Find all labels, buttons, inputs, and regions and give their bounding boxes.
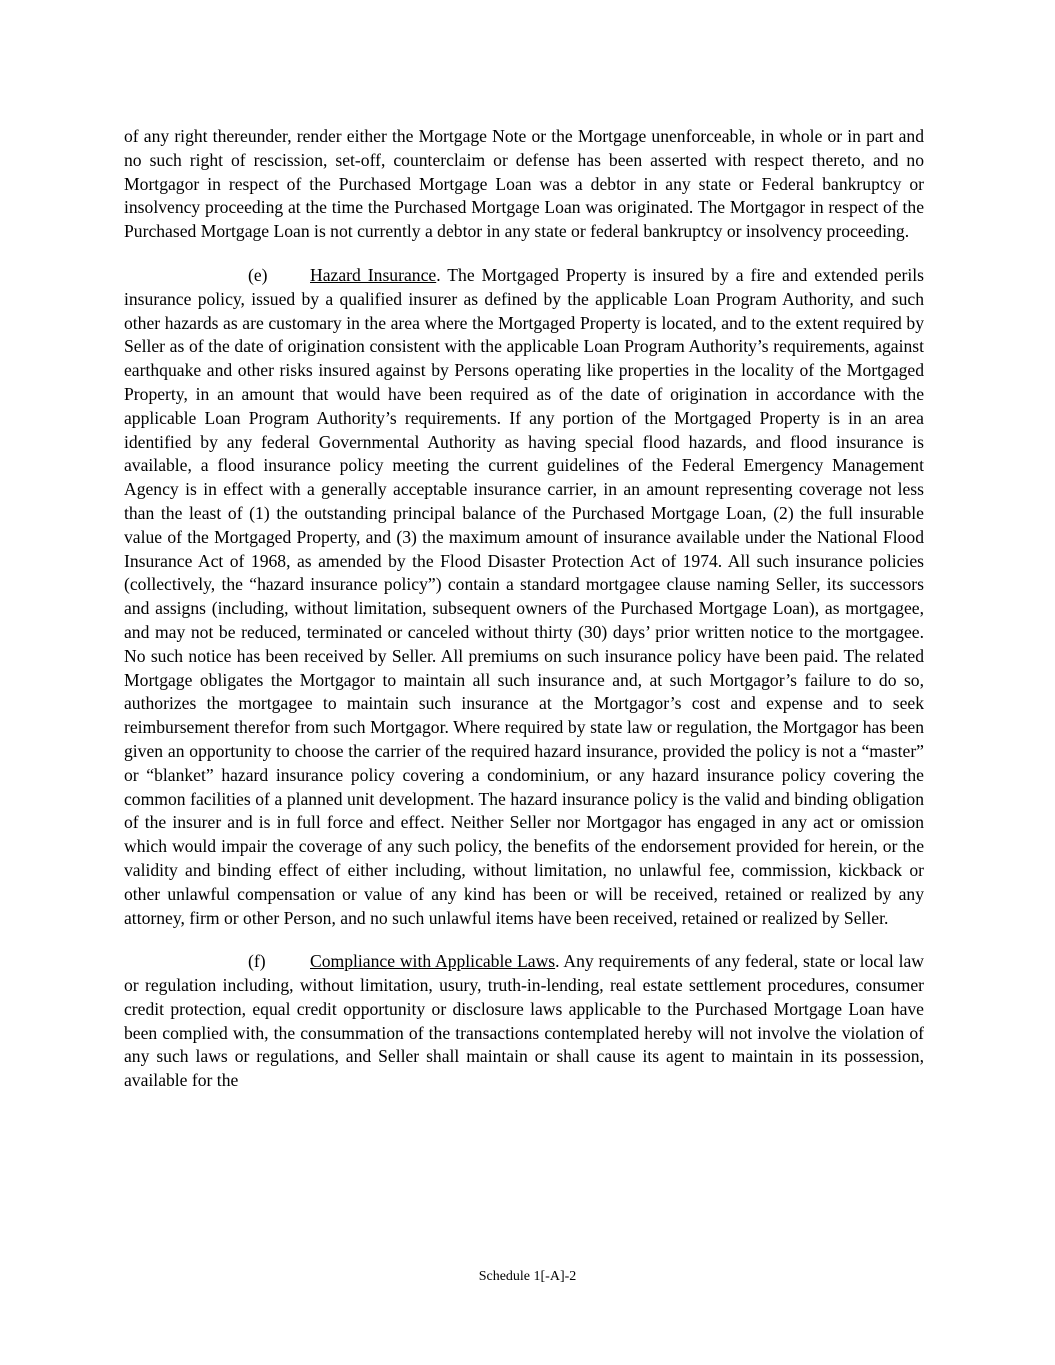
paragraph-continuation bbox=[124, 125, 924, 244]
paragraph-section-e bbox=[124, 264, 924, 930]
section-e-heading: Hazard Insurance bbox=[310, 264, 437, 285]
document-body bbox=[124, 125, 924, 1093]
section-f-heading: Compliance with Applicable Laws bbox=[310, 951, 556, 972]
section-e-text: . The Mortgaged Property is insured by a fire and extended perils insurance policy, issued by a qualified insurer as defined by the applicable Loan Program Authority, and such other hazards as are customary in the area where the Mortgaged Property is located, and to the extent required by Seller as of the date of origination consistent with the applicable Loan Program Authority’s requirements, against earthquake and other risks insured against by Persons operating like properties in the locality of the Mortgaged Property, in an amount that would have been required as of the date of origination in accordance with the applicable Loan Program Authority’s requirements. If any portion of the Mortgaged Property is in an area identified by any federal Governmental Authority as having special flood hazards, and flood insurance is available, a flood insurance policy meeting the current guidelines of the Federal Emergency Management Agency is in effect with a generally acceptable insurance carrier, in an amount representing coverage not less than the least of (1) the outstanding principal balance of the Purchased Mortgage Loan, (2) the full insurable value of the Mortgaged Property, and (3) the maximum amount of insurance available under the National Flood Insurance Act of 1968, as amended by the Flood Disaster Protection Act of 1974. All such insurance policies (collectively, the “hazard insurance policy”) contain a standard mortgagee clause naming Seller, its successors and assigns (including, without limitation, subsequent owners of the Purchased Mortgage Loan), as mortgagee, and may not be reduced, terminated or canceled without thirty (30) days’ prior written notice to the mortgagee. No such notice has been received by Seller. All premiums on such insurance policy have been paid. The related Mortgage obligates the Mortgagor to maintain all such insurance and, at such Mortgagor’s failure to do so, authorizes the mortgagee to maintain such insurance at the Mortgagor’s cost and expense and to seek reimbursement therefor from such Mortgagor. Where required by state law or regulation, the Mortgagor has been given an opportunity to choose the carrier of the required hazard insurance, provided the policy is not a “master” or “blanket” hazard insurance policy covering a condominium, or any hazard insurance policy covering the common facilities of a planned unit development. The hazard insurance policy is the valid and binding obligation of the insurer and is in full force and effect. Neither Seller nor Mortgagor has engaged in any act or omission which would impair the coverage of any such policy, the benefits of the endorsement provided for herein, or the validity and binding effect of either including, without limitation, no unlawful fee, commission, kickback or other unlawful compensation or value of any kind has been or will be received, retained or realized by any attorney, firm or other Person, and no such unlawful items have been received, retained or realized by Seller. bbox=[124, 264, 924, 928]
section-f-text: . Any requirements of any federal, state or local law or regulation including, without limitation, usury, truth-in-lending, real estate settlement procedures, consumer credit protection, equal credit opportunity or disclosure laws applicable to the Purchased Mortgage Loan have been complied with, the consummation of the transactions contemplated hereby will not involve the violation of any such laws or regulations, and Seller shall maintain or shall cause its agent to maintain in its possession, available for the bbox=[124, 951, 924, 1091]
paragraph-section-f bbox=[124, 950, 924, 1093]
page-footer: Schedule 1[-A]-2 bbox=[478, 1269, 577, 1284]
section-f-number: (f) bbox=[248, 951, 266, 972]
section-e-number: (e) bbox=[248, 264, 268, 285]
paragraph-continuation-text: of any right thereunder, render either the Mortgage Note or the Mortgage unenforceable, in whole or in part and no such right of rescission, set-off, counterclaim or defense has been asserted with respect thereto, and no Mortgagor in respect of the Purchased Mortgage Loan was a debtor in any state or Federal bankruptcy or insolvency proceeding at the time the Purchased Mortgage Loan was originated. The Mortgagor in respect of the Purchased Mortgage Loan is not currently a debtor in any state or federal bankruptcy or insolvency proceeding. bbox=[124, 126, 924, 242]
